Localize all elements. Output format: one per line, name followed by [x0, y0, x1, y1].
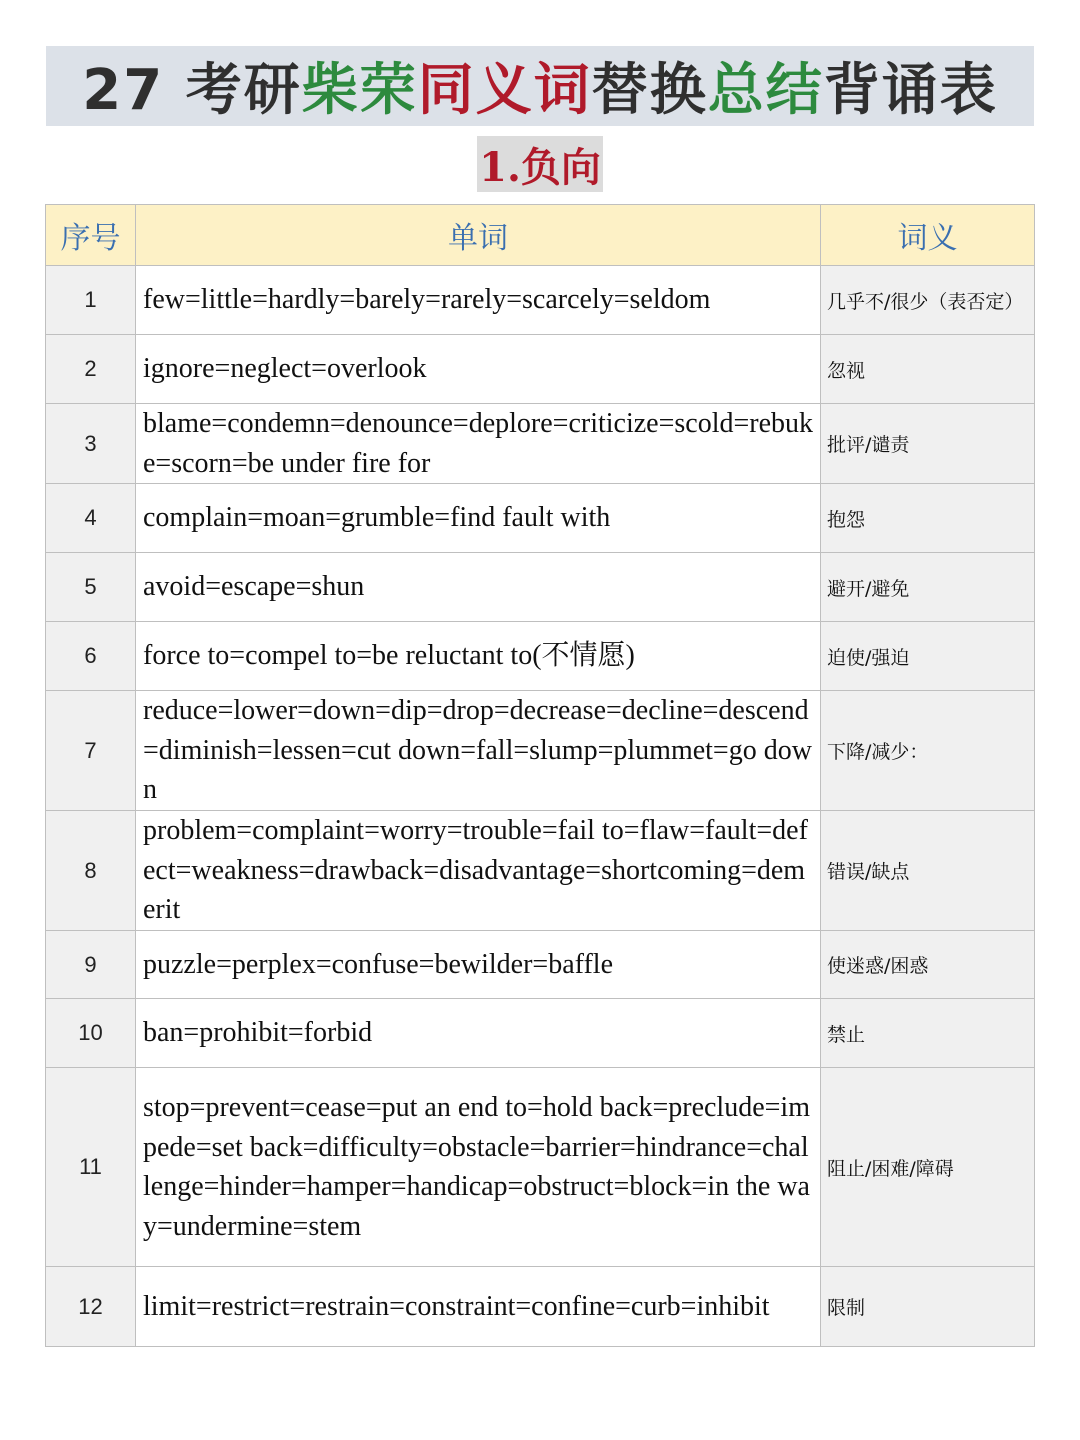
row-meaning: 限制 — [821, 1267, 1035, 1347]
row-index: 9 — [46, 931, 136, 999]
table-row — [46, 553, 1035, 622]
page-title — [46, 46, 1034, 126]
row-meaning: 下降/减少： — [821, 691, 1035, 811]
table-row — [46, 1068, 1035, 1267]
row-meaning: 使迷惑/困惑 — [821, 931, 1035, 999]
row-words: avoid=escape=shun — [136, 553, 821, 622]
row-words: limit=restrict=restrain=constraint=confine=curb=inhibit — [136, 1267, 821, 1347]
header-words: 单词 — [136, 205, 821, 266]
table-row — [46, 931, 1035, 999]
row-index: 10 — [46, 999, 136, 1068]
table-row — [46, 266, 1035, 335]
row-index: 6 — [46, 622, 136, 691]
synonym-table — [45, 204, 1035, 1347]
header-index: 序号 — [46, 205, 136, 266]
row-meaning: 抱怨 — [821, 484, 1035, 553]
row-meaning: 批评/谴责 — [821, 404, 1035, 484]
row-meaning: 错误/缺点 — [821, 811, 1035, 931]
row-index: 4 — [46, 484, 136, 553]
title-segment: 柴荣 — [301, 58, 418, 123]
title-segment: 背诵表 — [823, 58, 998, 123]
row-meaning: 避开/避免 — [821, 553, 1035, 622]
title-segment: 替换 — [591, 58, 708, 123]
table-row — [46, 404, 1035, 484]
table-row — [46, 622, 1035, 691]
section-heading: 1.负向 — [477, 136, 603, 192]
row-words: ban=prohibit=forbid — [136, 999, 821, 1068]
row-meaning: 阻止/困难/障碍 — [821, 1068, 1035, 1267]
row-words: problem=complaint=worry=trouble=fail to=flaw=fault=defect=weakness=drawback=disadvantage=shortcoming=demerit — [136, 811, 821, 931]
table-row — [46, 691, 1035, 811]
row-words: puzzle=perplex=confuse=bewilder=baffle — [136, 931, 821, 999]
row-index: 1 — [46, 266, 136, 335]
row-index: 12 — [46, 1267, 136, 1347]
row-words: few=little=hardly=barely=rarely=scarcely=seldom — [136, 266, 821, 335]
table-header-row — [46, 205, 1035, 266]
table-row — [46, 335, 1035, 404]
table-row — [46, 811, 1035, 931]
row-meaning: 忽视 — [821, 335, 1035, 404]
header-meaning: 词义 — [821, 205, 1035, 266]
table-row — [46, 1267, 1035, 1347]
title-segment: 27 考研 — [82, 58, 302, 123]
title-segment: 总结 — [707, 58, 824, 123]
row-index: 8 — [46, 811, 136, 931]
row-index: 2 — [46, 335, 136, 404]
row-words: ignore=neglect=overlook — [136, 335, 821, 404]
title-segment: 同义词 — [417, 58, 592, 123]
row-meaning: 禁止 — [821, 999, 1035, 1068]
row-meaning: 几乎不/很少（表否定） — [821, 266, 1035, 335]
row-words: complain=moan=grumble=find fault with — [136, 484, 821, 553]
row-words: force to=compel to=be reluctant to(不情愿) — [136, 622, 821, 691]
row-index: 7 — [46, 691, 136, 811]
table-row — [46, 999, 1035, 1068]
row-words: stop=prevent=cease=put an end to=hold back=preclude=impede=set back=difficulty=obstacle=barrier=hindrance=challenge=hinder=hamper=handicap=obstruct=block=in the way=undermine=stem — [136, 1068, 821, 1267]
row-words: reduce=lower=down=dip=drop=decrease=decline=descend=diminish=lessen=cut down=fall=slump=plummet=go down — [136, 691, 821, 811]
table-row — [46, 484, 1035, 553]
row-index: 11 — [46, 1068, 136, 1267]
row-words: blame=condemn=denounce=deplore=criticize=scold=rebuke=scorn=be under fire for — [136, 404, 821, 484]
row-meaning: 迫使/强迫 — [821, 622, 1035, 691]
row-index: 3 — [46, 404, 136, 484]
row-index: 5 — [46, 553, 136, 622]
